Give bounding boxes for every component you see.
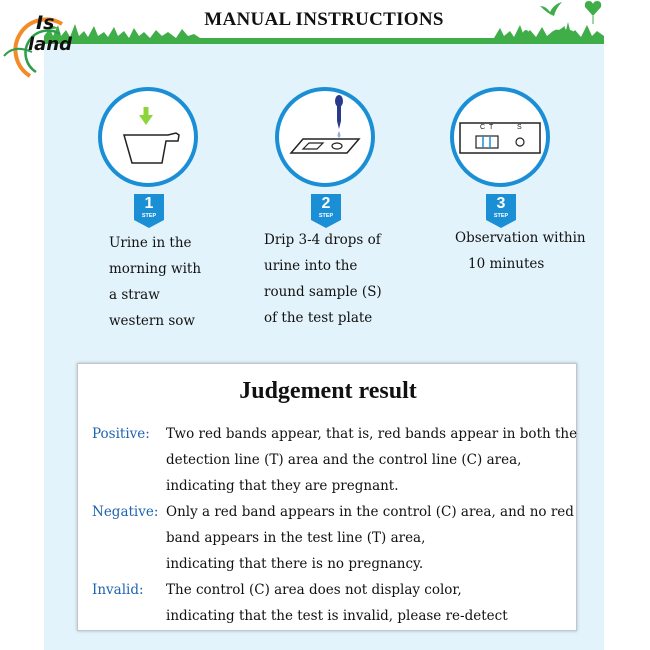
step-2-line: of the test plate: [264, 310, 373, 326]
judgement-title: Judgement result: [239, 378, 417, 404]
invalid-line: The control (C) area does not display color,: [166, 582, 462, 598]
step-2-label: STEP: [318, 213, 334, 219]
judgement-result-box: [77, 363, 577, 631]
card-c-label: C: [480, 124, 486, 131]
invalid-line: indicating that the test is invalid, please re-detect: [166, 608, 508, 624]
negative-label: Negative:: [92, 504, 159, 520]
dropper-test-plate-icon: [279, 91, 371, 183]
step-1-line: morning with: [109, 261, 202, 277]
step-3-line: 10 minutes: [468, 256, 545, 272]
positive-line: detection line (T) area and the control line (C) area,: [166, 452, 522, 468]
logo-text-line2: land: [28, 34, 73, 55]
urine-cup-icon: [102, 91, 194, 183]
step-3-line: Observation within: [455, 230, 586, 246]
page-title: MANUAL INSTRUCTIONS: [204, 9, 444, 30]
positive-line: Two red bands appear, that is, red bands appear in both the: [166, 426, 578, 442]
step-1-line: Urine in the: [109, 235, 192, 251]
step-2-badge-text: [311, 194, 341, 228]
step-2-line: Drip 3-4 drops of: [264, 232, 381, 248]
logo-text-line1: Is: [36, 12, 55, 34]
step-2-line: urine into the: [264, 258, 358, 274]
step-3-label: STEP: [493, 213, 509, 219]
step-2-number: 2: [321, 195, 331, 212]
step-1-illustration: [98, 87, 198, 187]
step-1-badge-text: [134, 194, 164, 228]
card-t-label: T: [489, 124, 494, 131]
step-1-text: [109, 230, 201, 334]
step-2-text: [264, 227, 382, 331]
test-card-icon: [454, 91, 546, 183]
positive-label: Positive:: [92, 426, 150, 442]
step-2-illustration: [275, 87, 375, 187]
step-3-number: 3: [496, 195, 506, 212]
card-s-label: S: [517, 124, 522, 131]
step-1-number: 1: [144, 195, 154, 212]
step-1-line: a straw: [109, 287, 160, 303]
negative-line: band appears in the test line (T) area,: [166, 530, 426, 546]
positive-line: indicating that they are pregnant.: [166, 478, 399, 494]
step-1-line: western sow: [109, 313, 195, 329]
negative-line: indicating that there is no pregnancy.: [166, 556, 424, 572]
step-3-text: [455, 225, 586, 277]
step-1-label: STEP: [141, 213, 157, 219]
step-2-line: round sample (S): [264, 284, 382, 300]
invalid-label: Invalid:: [92, 582, 144, 598]
step-3-illustration: [450, 87, 550, 187]
step-3-badge-text: [486, 194, 516, 228]
negative-line: Only a red band appears in the control (C) area, and no red: [166, 504, 574, 520]
